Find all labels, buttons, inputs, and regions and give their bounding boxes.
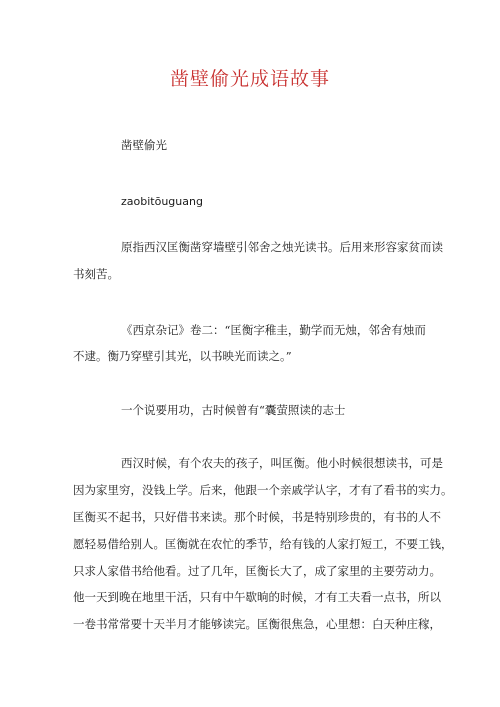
- idiom-pinyin: zaobitōuguang: [121, 195, 203, 208]
- source-line-2: 不逮。衡乃穿壁引其光，以书映光而读之。”: [73, 349, 292, 363]
- document-title: 凿壁偷光成语故事: [169, 68, 330, 90]
- story-line-6: 他一天到晚在地里干活，只有中午歇晌的时候，才有工夫看一点书，所以: [73, 590, 441, 604]
- idiom-heading: 凿壁偷光: [121, 138, 167, 152]
- story-line-3: 匡衡买不起书，只好借书来读。那个时候，书是特别珍贵的，有书的人不: [73, 510, 441, 524]
- story-line-4: 愿轻易借给别人。匡衡就在农忙的季节，给有钱的人家打短工，不要工钱，: [73, 537, 453, 551]
- story-line-7: 一卷书常常要十天半月才能够读完。匡衡很焦急，心里想：白天种庄稼，: [73, 617, 441, 631]
- saying-line: 一个说要用功，古时候曾有“囊萤照读的志士: [121, 403, 346, 417]
- source-line-1: 《西京杂记》卷二：“匡衡字稚圭，勤学而无烛，邻舍有烛而: [121, 323, 426, 337]
- meaning-line-2: 书刻苦。: [73, 267, 119, 281]
- story-line-1: 西汉时候，有个农夫的孩子，叫匡衡。他小时候很想读书，可是: [121, 456, 443, 470]
- meaning-line-1: 原指西汉匡衡凿穿墙壁引邻舍之烛光读书。后用来形容家贫而读: [121, 240, 443, 254]
- story-line-5: 只求人家借书给他看。过了几年，匡衡长大了，成了家里的主要劳动力。: [73, 564, 441, 578]
- story-line-2: 因为家里穷，没钱上学。后来，他跟一个亲戚学认字，才有了看书的实力。: [73, 483, 453, 497]
